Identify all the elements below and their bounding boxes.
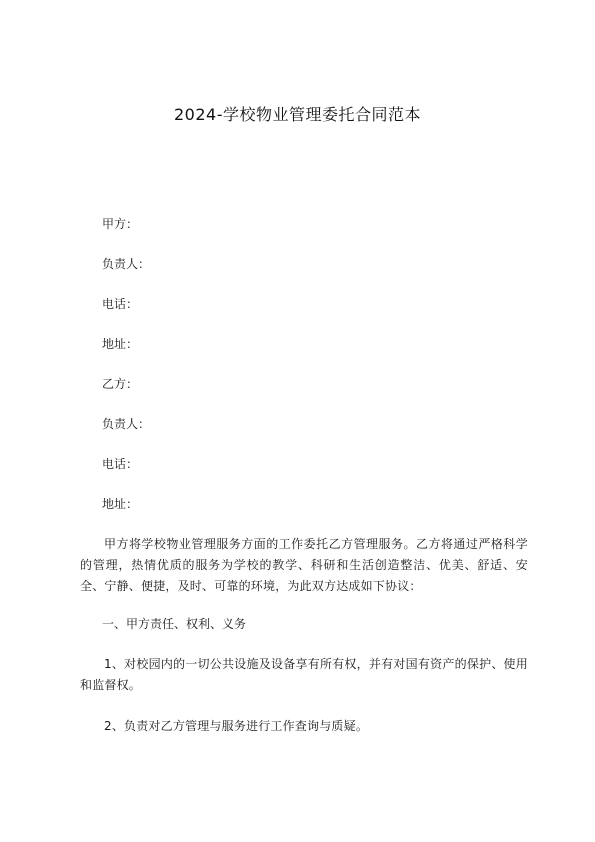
party-a-phone-label: 电话：	[102, 297, 139, 311]
clause-2-paragraph: 2、负责对乙方管理与服务进行工作查询与质疑。	[104, 719, 369, 733]
party-a-representative-label: 负责人：	[102, 257, 151, 271]
party-b-address-label: 地址：	[102, 497, 139, 511]
party-a-address-label: 地址：	[102, 337, 139, 351]
intro-paragraph: 甲方将学校物业管理服务方面的工作委托乙方管理服务。乙方将通过严格科学的管理，热情优质的服务为学校的教学、科研和生活创造整洁、优美、舒适、安全、宁静、便捷，及时、可靠的环境，为此双方达成如下协议：	[80, 537, 528, 593]
party-b-label: 乙方：	[102, 377, 139, 391]
party-b-representative-label: 负责人：	[102, 417, 151, 431]
clause-1-paragraph: 1、对校园内的一切公共设施及设备享有所有权，并有对国有资产的保护、使用和监督权。	[80, 657, 528, 692]
section-heading-party-a-duties: 一、甲方责任、权利、义务	[102, 617, 247, 631]
party-b-phone-label: 电话：	[102, 457, 139, 471]
document-title: 2024-学校物业管理委托合同范本	[174, 105, 421, 124]
party-a-label: 甲方：	[102, 217, 139, 231]
